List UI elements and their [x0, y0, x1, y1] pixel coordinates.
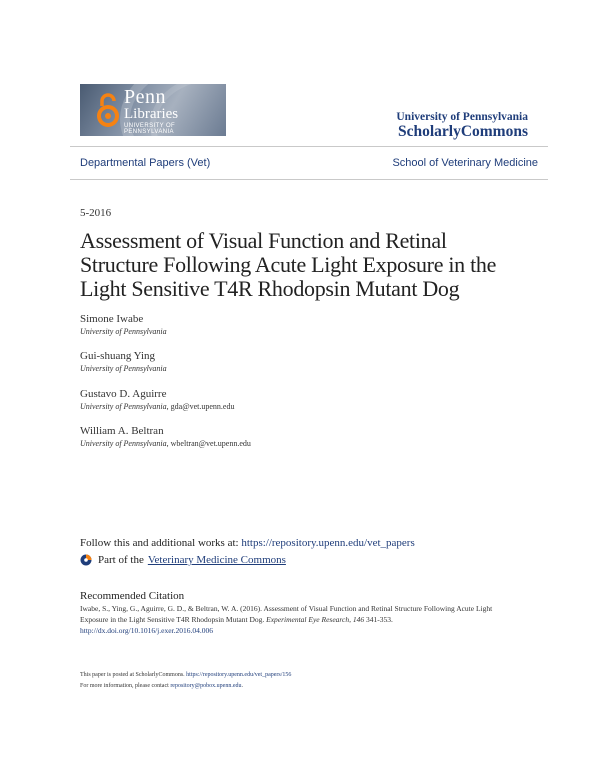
university-name[interactable]: University of Pennsylvania [396, 111, 528, 123]
affiliation-text: University of Pennsylvania [80, 439, 167, 448]
author-affiliation [80, 327, 167, 336]
author-name: Simone Iwabe [80, 313, 144, 325]
contact-text: For more information, please contact [80, 683, 171, 689]
author-name: Gui-shuang Ying [80, 350, 156, 362]
contact-email-link[interactable]: repository@pobox.upenn.edu [170, 683, 242, 689]
citation-text [80, 603, 520, 636]
part-of-text: Part of the [98, 554, 144, 566]
author-affiliation [80, 364, 167, 373]
citation-pages: 341-353. [364, 615, 393, 624]
doi-link[interactable]: http://dx.doi.org/10.1016/j.exer.2016.04.006 [80, 626, 213, 635]
contact-end: . [241, 683, 243, 689]
open-access-icon [96, 92, 120, 128]
paper-title [80, 229, 520, 301]
school-link[interactable]: School of Veterinary Medicine [392, 157, 538, 169]
author-name: William A. Beltran [80, 425, 164, 437]
author-affiliation [80, 439, 251, 448]
header-divider [70, 146, 548, 147]
author-name: Gustavo D. Aguirre [80, 388, 167, 400]
paper-url-link[interactable]: https://repository.upenn.edu/vet_papers/156 [186, 672, 292, 678]
posted-line [80, 672, 291, 678]
title-line: Light Sensitive T4R Rhodopsin Mutant Dog [80, 276, 460, 301]
recommended-citation-heading: Recommended Citation [80, 590, 185, 602]
logo-penn-text: Penn [124, 86, 166, 108]
veterinary-medicine-commons-link[interactable]: Veterinary Medicine Commons [147, 554, 286, 566]
title-line: Assessment of Visual Function and Retinal [80, 228, 447, 253]
follow-line [80, 537, 415, 549]
contact-line [80, 683, 243, 689]
author-affiliation [80, 402, 234, 411]
affiliation-text: University of Pennsylvania [80, 364, 167, 373]
publication-date: 5-2016 [80, 207, 112, 219]
citation-body: Iwabe, S., Ying, G., Aguirre, G. D., & Beltran, W. A. (2016). Assessment of Visual Function and Retinal Structure Following Acute Light Exposure in the Light Sensitive T4R Rhodopsin Mutant Dog. [80, 604, 493, 624]
citation-journal: Experimental Eye Research, 146 [266, 615, 365, 624]
scholarly-commons-title[interactable]: ScholarlyCommons [397, 123, 528, 140]
posted-text: This paper is posted at ScholarlyCommons. [80, 672, 187, 678]
penn-libraries-logo[interactable] [80, 84, 226, 136]
title-line: Structure Following Acute Light Exposure in the [80, 252, 497, 277]
affiliation-text: University of Pennsylvania [80, 402, 167, 411]
author-email[interactable]: , gda@vet.upenn.edu [166, 402, 235, 411]
nav-divider [70, 179, 548, 180]
part-of-line [80, 554, 286, 566]
author-email[interactable]: , wbeltran@vet.upenn.edu [166, 439, 251, 448]
departmental-papers-link[interactable]: Departmental Papers (Vet) [80, 157, 211, 169]
commons-network-icon [80, 554, 92, 566]
follow-text: Follow this and additional works at: [80, 537, 242, 549]
repository-link[interactable]: https://repository.upenn.edu/vet_papers [241, 537, 415, 549]
affiliation-text: University of Pennsylvania [80, 327, 167, 336]
logo-university-text: UNIVERSITY OF PENNSYLVANIA [124, 123, 176, 135]
logo-libraries-text: Libraries [124, 106, 179, 122]
